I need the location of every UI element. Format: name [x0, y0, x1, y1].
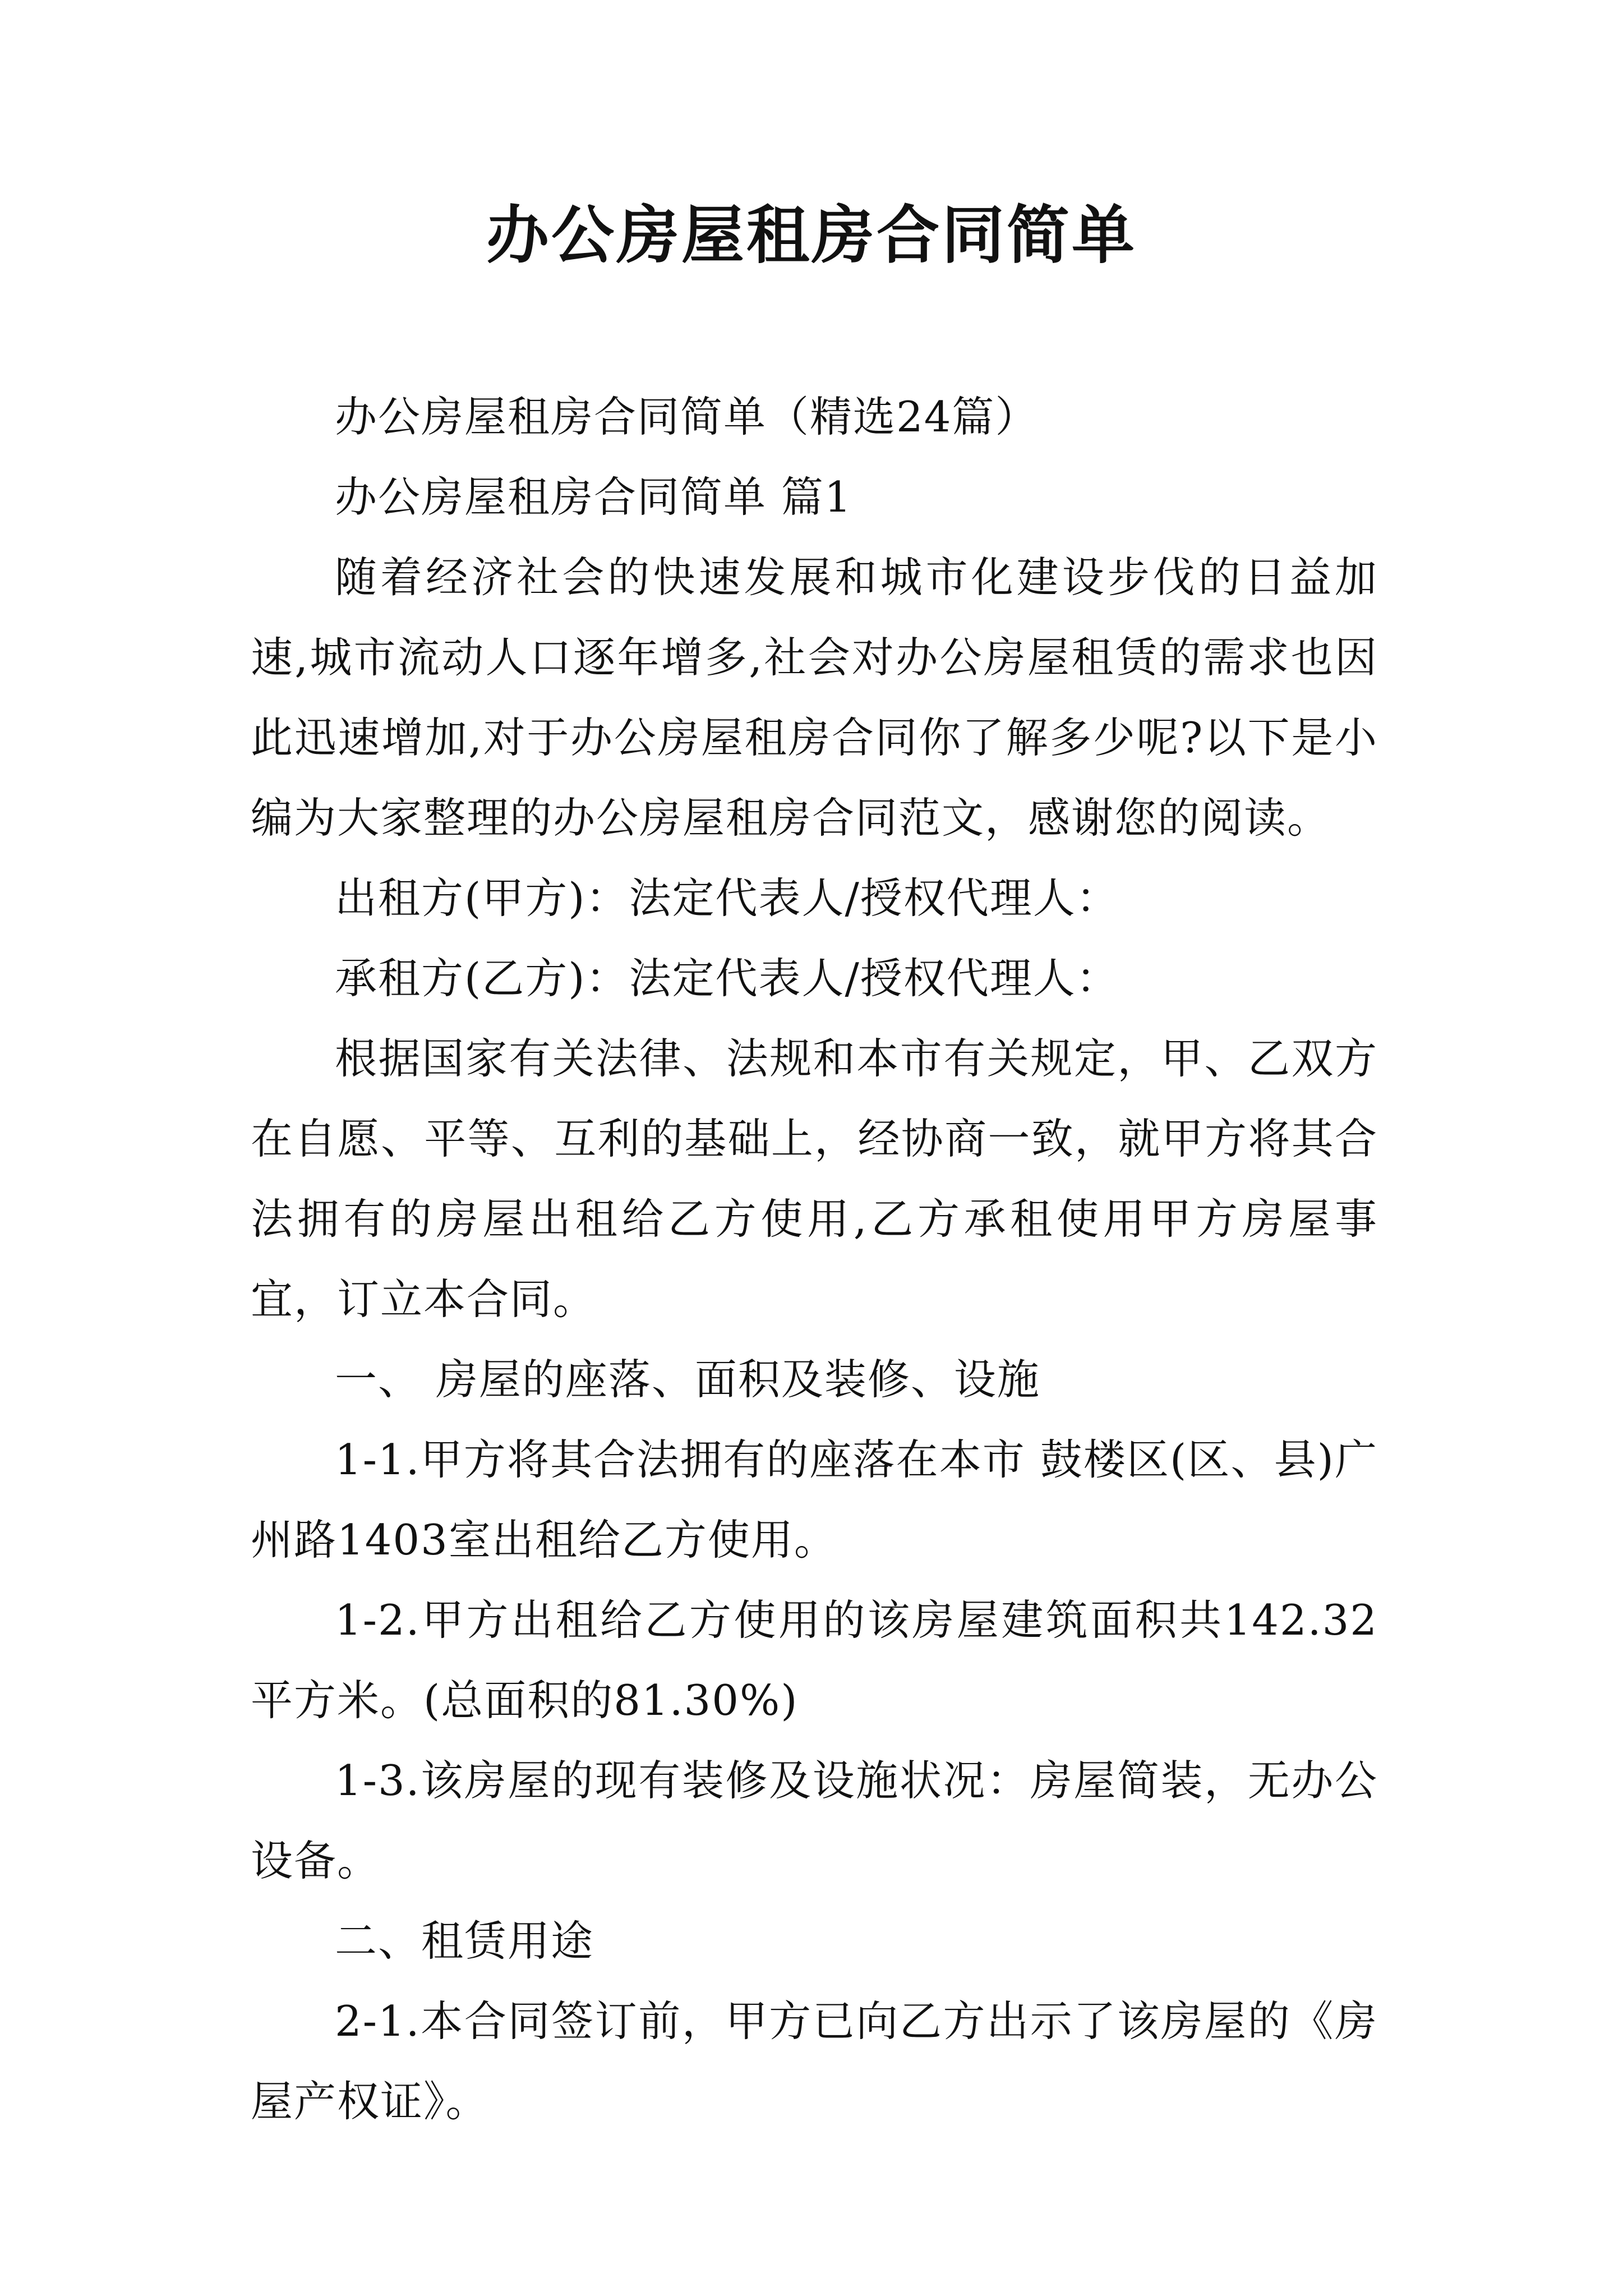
- document-title: 办公房屋租房合同简单: [486, 199, 1137, 272]
- paragraph-clause-2-1: 2-1.本合同签订前，甲方已向乙方出示了该房屋的《房屋产权证》。: [251, 1996, 1378, 2126]
- paragraph-subtitle: 办公房屋租房合同简单（精选24篇）: [335, 392, 1039, 441]
- paragraph-lessor: 出租方(甲方)：法定代表人/授权代理人：: [335, 873, 1119, 923]
- paragraph-preamble: 根据国家有关法律、法规和本市有关规定，甲、乙双方在自愿、平等、互利的基础上，经协商一致，就甲方将其合法拥有的房屋出租给乙方使用,乙方承租使用甲方房屋事宜，订立本合同。: [251, 1034, 1378, 1324]
- paragraph-intro: 随着经济社会的快速发展和城市化建设步伐的日益加速,城市流动人口逐年增多,社会对办公房屋租赁的需求也因此迅速增加,对于办公房屋租房合同你了解多少呢?以下是小编为大家整理的办公房屋租房合同范文，感谢您的阅读。: [251, 553, 1378, 843]
- paragraph-clause-2-heading: 二、租赁用途: [335, 1916, 594, 1966]
- paragraph-clause-1-2: 1-2.甲方出租给乙方使用的该房屋建筑面积共142.32平方米。(总面积的81.30%): [251, 1595, 1378, 1725]
- document-body: [251, 377, 1378, 2142]
- paragraph-lessee: 承租方(乙方)：法定代表人/授权代理人：: [335, 954, 1119, 1003]
- paragraph-clause-1-1: 1-1.甲方将其合法拥有的座落在本市 鼓楼区(区、县)广州路1403室出租给乙方使用。: [251, 1435, 1378, 1565]
- paragraph-section-heading: 办公房屋租房合同简单 篇1: [335, 472, 852, 522]
- paragraph-clause-1-heading: 一、 房屋的座落、面积及装修、设施: [335, 1355, 1040, 1404]
- paragraph-clause-1-3: 1-3.该房屋的现有装修及设施状况：房屋简装，无办公设备。: [251, 1756, 1378, 1885]
